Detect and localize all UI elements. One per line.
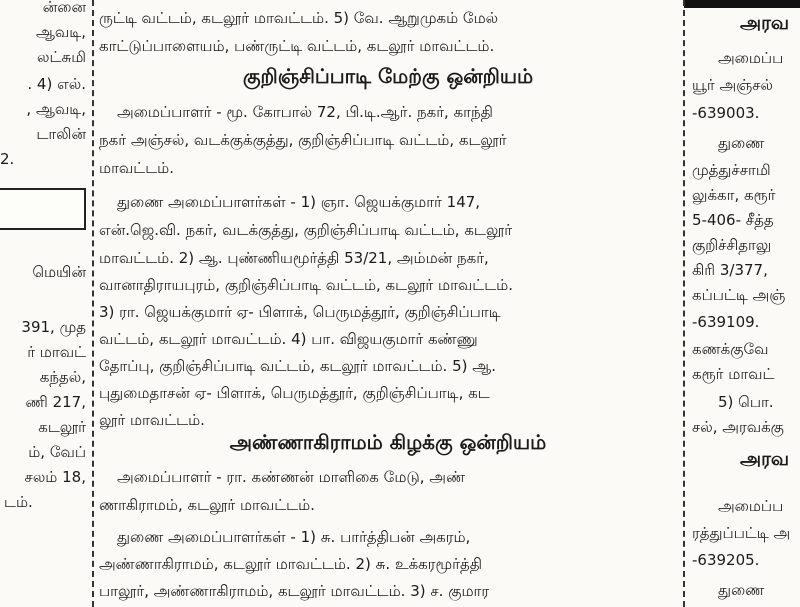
- right-column: [688, 0, 800, 607]
- text-line: லூர் மாவட்டம்.: [99, 411, 205, 429]
- left-line: ஆவடி,: [35, 23, 86, 41]
- right-line: கணக்குவே: [692, 340, 769, 358]
- right-line: 5) பொ.: [718, 393, 774, 411]
- left-line: . 4) எல்.: [27, 75, 86, 93]
- text-line: வானாதிராயபுரம், குறிஞ்சிப்பாடி வட்டம், கடலூர் மாவட்டம்.: [99, 276, 514, 294]
- left-line: 391, முத: [21, 318, 86, 336]
- text-line: துணை அமைப்பாளர்கள் - 1) ஞா. ஜெயக்குமார் 147,: [117, 193, 481, 211]
- right-line: துணை: [718, 134, 765, 152]
- text-line: ருட்டி வட்டம், கடலூர் மாவட்டம். 5) வே. ஆறுமுகம் மேல்: [99, 9, 499, 27]
- main-column: [99, 0, 677, 607]
- left-column: [0, 0, 86, 607]
- right-line: கரூர் மாவட்: [692, 365, 775, 383]
- left-line: ம், வேப்: [28, 443, 86, 461]
- text-line: புதுமைதாசன் ஏ- பிளாக், பெருமத்தூர், குறிஞ்சிப்பாடி, கட: [99, 384, 490, 402]
- text-line: ணாகிராமம், கடலூர் மாவட்டம்.: [99, 496, 315, 514]
- left-boxed-panel: [0, 188, 86, 230]
- text-line: தோப்பு, குறிஞ்சிப்பாடி வட்டம், கடலூர் மாவட்டம். 5) ஆ.: [99, 357, 496, 375]
- right-line: ரத்துப்பட்டி அ: [692, 524, 791, 542]
- left-line: கந்தல்,: [39, 368, 86, 386]
- right-line: -639003.: [692, 104, 760, 122]
- text-line: 3) ரா. ஜெயக்குமார் ஏ- பிளாக், பெருமத்தூர், குறிஞ்சிப்பாடி: [99, 303, 501, 321]
- right-heading: அரவ: [740, 12, 790, 34]
- right-line: -639205.: [692, 551, 760, 569]
- right-line: யூர் அஞ்சல்: [692, 76, 774, 94]
- left-line: டம்.: [4, 493, 33, 511]
- right-line: துணை: [718, 581, 765, 599]
- text-line: துணை அமைப்பாளர்கள் - 1) சு. பார்த்திபன் அகரம்,: [117, 528, 471, 546]
- right-line: அமைப்ப: [718, 49, 784, 67]
- left-line: ர் மாவட்: [27, 343, 86, 361]
- left-line: மெயின்: [32, 263, 86, 281]
- text-line: அமைப்பாளர் - ரா. கண்ணன் மாளிகை மேடு, அண்: [117, 468, 466, 486]
- right-line: முத்துச்சாமி: [692, 161, 771, 179]
- text-line: அமைப்பாளர் - மூ. கோபால் 72, பி.டி.ஆர். நகர், காந்தி: [117, 103, 493, 121]
- text-line: வட்டம், கடலூர் மாவட்டம். 4) பா. விஜயகுமார் கண்ணு: [99, 330, 478, 348]
- text-line: மாவட்டம். 2) ஆ. புண்ணியமூர்த்தி 53/21, அம்மன் நகர்,: [99, 249, 489, 267]
- text-line: பாலூர், அண்ணாகிராமம், கடலூர் மாவட்டம். 3) ச. குமார: [99, 582, 490, 600]
- left-line: கடலூர்: [38, 418, 86, 436]
- section-heading: அண்ணாகிராமம் கிழக்கு ஒன்றியம்: [229, 430, 547, 454]
- right-line: கப்பட்டி அஞ்: [692, 286, 786, 304]
- column-divider: [92, 0, 94, 607]
- left-line: லட்சுமி: [37, 48, 86, 66]
- right-line: கிரி 3/377,: [692, 261, 768, 279]
- right-line: -639109.: [692, 313, 760, 331]
- left-line: 2.: [0, 150, 15, 168]
- column-divider: [683, 0, 685, 607]
- right-heading: அரவ: [740, 448, 790, 470]
- left-line: சலம் 18,: [24, 468, 86, 486]
- text-line: மாவட்டம்.: [99, 159, 174, 177]
- right-line: 5-406- சீத்த: [692, 211, 774, 229]
- text-line: நகர் அஞ்சல், வடக்குக்குத்து, குறிஞ்சிப்பாடி வட்டம், கடலூர்: [99, 131, 507, 149]
- left-line: ணி 217,: [25, 393, 86, 411]
- text-line: அண்ணாகிராமம், கடலூர் மாவட்டம். 2) சு. உக்கரமூர்த்தி: [99, 555, 483, 573]
- text-line: என்.ஜெ.வி. நகர், வடக்குத்து, குறிஞ்சிப்பாடி வட்டம், கடலூர்: [99, 221, 513, 239]
- text-line: காட்டுப்பாளையம், பண்ருட்டி வட்டம், கடலூர் மாவட்டம்.: [99, 37, 495, 55]
- left-line: , ஆவடி,: [26, 100, 86, 118]
- section-heading: குறிஞ்சிப்பாடி மேற்கு ஒன்றியம்: [242, 64, 534, 88]
- right-line: லுக்கா, கரூர்: [692, 186, 776, 204]
- left-line: டாலின்: [36, 125, 86, 143]
- right-line: குறிச்சிதாலு: [692, 236, 772, 254]
- left-line: ன்னை: [42, 0, 86, 16]
- right-line: அமைப்ப: [718, 497, 784, 515]
- right-line: சல், அரவக்கு: [692, 418, 784, 436]
